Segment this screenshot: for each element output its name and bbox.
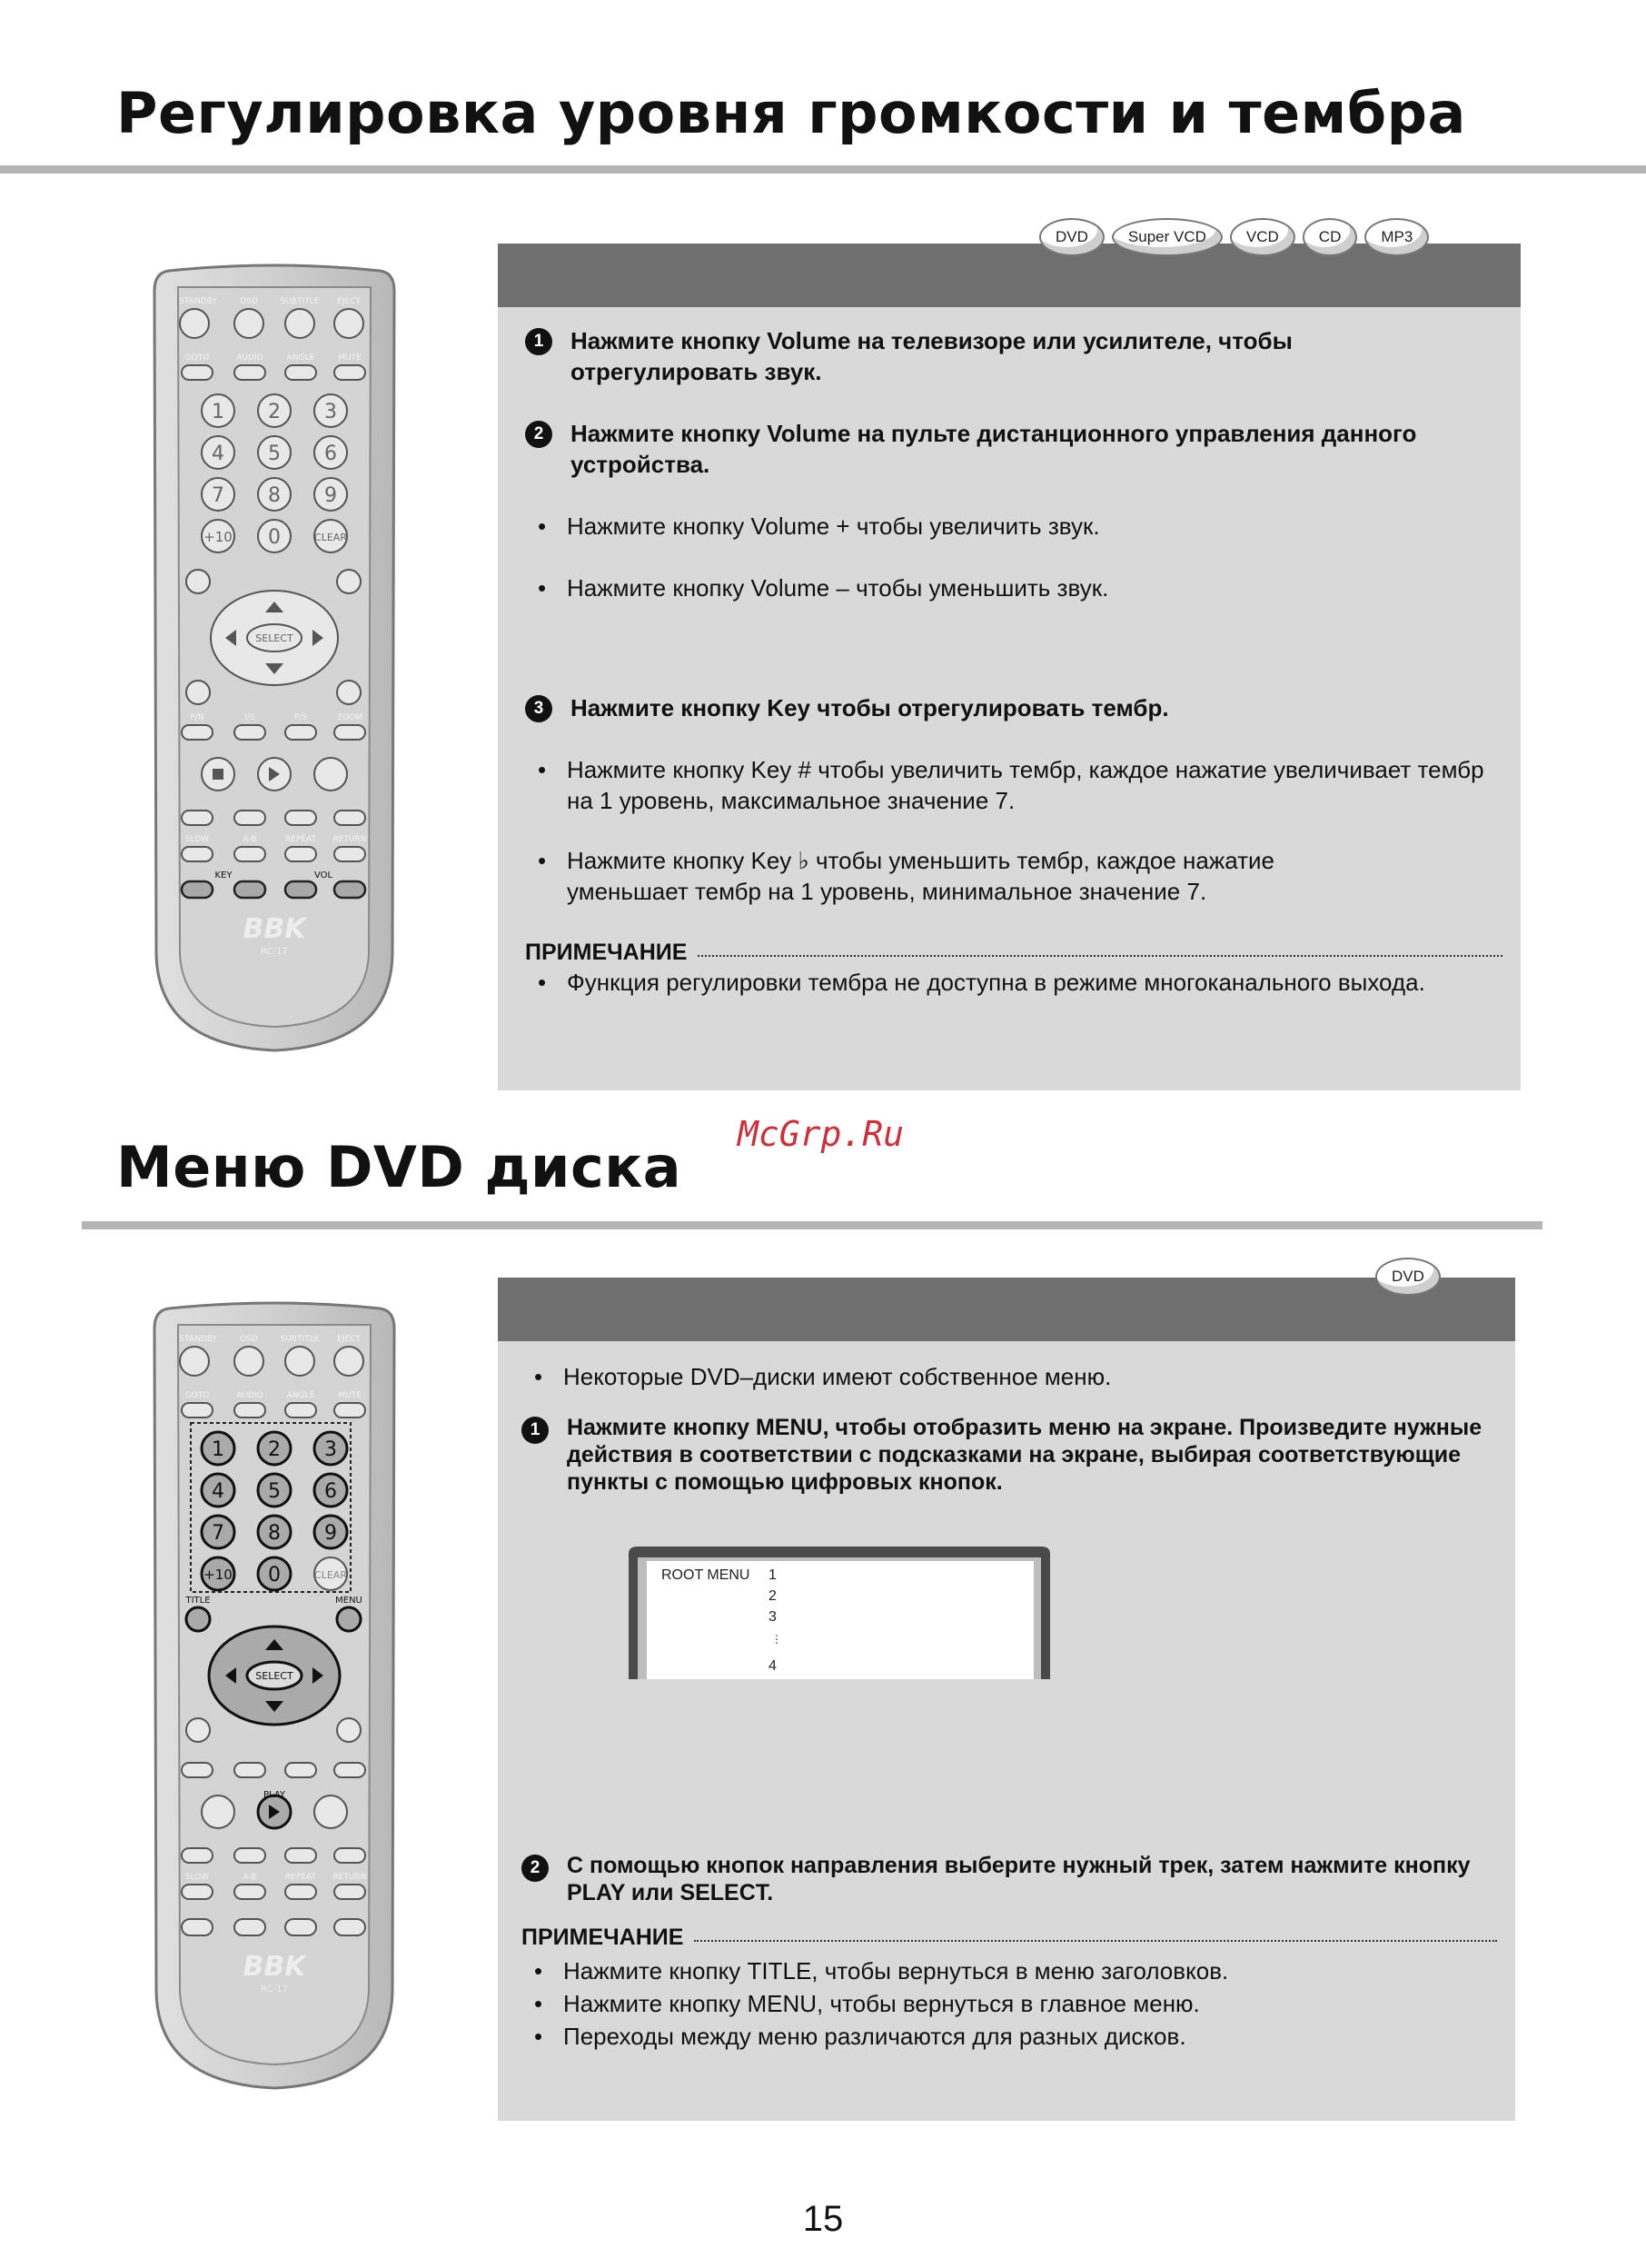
- remote-select-label: SELECT: [255, 1670, 293, 1682]
- watermark: McGrp.Ru: [738, 1114, 905, 1154]
- format-tag-mp3: MP3: [1364, 218, 1429, 256]
- root-menu-label: ROOT MENU: [661, 1567, 750, 1583]
- remote-label: REPEAT: [284, 835, 317, 844]
- remote-digit: 6: [324, 443, 337, 465]
- remote-digit: 5: [268, 443, 281, 465]
- step-1: [521, 1414, 1497, 1496]
- step-text: Нажмите кнопку Key чтобы отрегулировать тембр.: [570, 694, 1169, 721]
- remote-label: GOTO: [184, 353, 210, 363]
- page-number: 15: [802, 2199, 844, 2239]
- bullet-text: Некоторые DVD–диски имеют собственное меню.: [563, 1363, 1112, 1390]
- remote-digit: 1: [212, 401, 224, 423]
- note-label: ПРИМЕЧАНИЕ: [521, 1925, 684, 1950]
- remote-digit: 8: [268, 1522, 281, 1545]
- step-number: 1: [521, 1417, 549, 1444]
- bullet-text: Нажмите кнопку Volume – чтобы уменьшить звук.: [567, 574, 1109, 602]
- remote-label: MUTE: [338, 1391, 362, 1400]
- bullet-text: Нажмите кнопку Volume + чтобы увеличить звук.: [567, 512, 1100, 540]
- step-2: [525, 418, 1502, 480]
- remote-key-label: KEY: [214, 870, 233, 880]
- remote-play-label: PLAY: [263, 1790, 286, 1800]
- step-3: [525, 692, 1502, 723]
- remote-select-label: SELECT: [255, 632, 293, 644]
- note-item: • Нажмите кнопку TITLE, чтобы вернуться в меню заголовков.: [534, 1957, 1229, 1984]
- note-item: • Переходы между меню различаются для разных дисков.: [534, 2023, 1186, 2050]
- remote-digit: 3: [324, 1438, 337, 1461]
- remote-digit: CLEAR: [314, 1569, 347, 1581]
- remote-digit: 3: [324, 401, 337, 423]
- step-number: 1: [525, 328, 552, 355]
- remote-label: SLOW: [184, 1873, 210, 1882]
- note-text: Переходы между меню различаются для разных дисков.: [563, 2023, 1186, 2050]
- format-tag-svcd: Super VCD: [1112, 218, 1223, 256]
- remote-label: SUBTITLE: [280, 1335, 320, 1344]
- title-rule: [0, 165, 1646, 174]
- bullet-text: Нажмите кнопку Key ♭ чтобы уменьшить тембр, каждое нажатие уменьшает тембр на 1 уровень, минимальное значение 7.: [567, 847, 1274, 905]
- format-tag-cd: CD: [1303, 218, 1358, 256]
- remote-label: MUTE: [338, 353, 362, 363]
- remote-menu-label: MENU: [335, 1596, 362, 1606]
- remote-model: RC-17: [261, 947, 288, 957]
- root-menu-item: 2: [768, 1588, 777, 1604]
- remote-vol-label: VOL: [313, 870, 333, 880]
- remote-brand: BBK: [243, 913, 306, 945]
- remote-label: A-B: [243, 835, 257, 844]
- remote-model: RC-17: [261, 1984, 288, 1994]
- remote-label: STANDBY: [179, 1335, 217, 1344]
- note-text: Нажмите кнопку MENU, чтобы вернуться в главное меню.: [563, 1990, 1200, 2017]
- step-1: [525, 325, 1502, 387]
- note-text: Функция регулировки тембра не доступна в режиме многоканального выхода.: [567, 969, 1425, 996]
- bullet-key-down: • Нажмите кнопку Key ♭ чтобы уменьшить тембр, каждое нажатие уменьшает тембр на 1 уровень, минимальное значение 7.: [525, 845, 1502, 907]
- remote-label: ANGLE: [286, 1391, 315, 1400]
- root-menu-item: 4: [768, 1658, 777, 1674]
- remote-label: SUBTITLE: [280, 297, 320, 306]
- panel-content: [521, 1278, 1497, 2121]
- step-number: 2: [525, 421, 552, 448]
- remote-digit: 2: [268, 401, 281, 423]
- bullet-volume-up: • Нажмите кнопку Volume + чтобы увеличить звук.: [538, 512, 1100, 540]
- panel-content: [525, 244, 1502, 1090]
- remote-label: AUDIO: [236, 1391, 263, 1400]
- remote-control-image-highlighted: [151, 1301, 398, 2092]
- remote-digit: 4: [212, 1480, 224, 1503]
- remote-label: AUDIO: [236, 353, 263, 363]
- remote-digit: +10: [203, 1567, 233, 1583]
- format-tag-dvd: DVD: [1039, 218, 1105, 256]
- step-text: Нажмите кнопку Volume на телевизоре или усилителе, чтобы отрегулировать звук.: [570, 327, 1293, 385]
- bullet-dvd-menu: • Некоторые DVD–диски имеют собственное меню.: [534, 1363, 1112, 1390]
- section-title-volume: Регулировка уровня громкости и тембра: [116, 80, 1466, 146]
- remote-label: RETURN: [332, 1873, 367, 1882]
- remote-label: EJECT: [337, 1335, 361, 1344]
- root-menu-item: 3: [768, 1609, 777, 1625]
- note-label: ПРИМЕЧАНИЕ: [525, 940, 688, 965]
- remote-label: ANGLE: [286, 353, 315, 363]
- remote-label: OSD: [240, 297, 258, 306]
- note-item: • Нажмите кнопку MENU, чтобы вернуться в главное меню.: [534, 1990, 1200, 2017]
- remote-digit: 1: [212, 1438, 224, 1461]
- remote-digit: 7: [212, 484, 224, 507]
- remote-label: GOTO: [184, 1391, 210, 1400]
- remote-digit: 5: [268, 1480, 281, 1503]
- remote-label: REPEAT: [284, 1873, 317, 1882]
- remote-brand: BBK: [243, 1951, 306, 1983]
- remote-digit: 4: [212, 443, 224, 465]
- remote-label: RETURN: [332, 835, 367, 844]
- remote-label: STANDBY: [179, 297, 217, 306]
- remote-label: A-B: [243, 1873, 257, 1882]
- note-text: Нажмите кнопку TITLE, чтобы вернуться в меню заголовков.: [563, 1957, 1229, 1984]
- remote-digit: 2: [268, 1438, 281, 1461]
- remote-digit: 7: [212, 1522, 224, 1545]
- remote-title-label: TITLE: [185, 1596, 211, 1606]
- remote-digit: CLEAR: [314, 532, 347, 543]
- remote-label: P/N: [190, 713, 204, 722]
- root-menu-item: 1: [768, 1567, 777, 1583]
- note-heading: [525, 940, 1502, 966]
- remote-label: P/S: [293, 713, 308, 722]
- bullet-key-up: • Нажмите кнопку Key # чтобы увеличить тембр, каждое нажатие увеличивает тембр на 1 уровень, максимальное значение 7.: [525, 754, 1502, 816]
- bullet-volume-down: • Нажмите кнопку Volume – чтобы уменьшить звук.: [538, 574, 1109, 602]
- remote-digit: 0: [268, 1564, 281, 1587]
- title-rule: [82, 1221, 1542, 1229]
- note-item: • Функция регулировки тембра не доступна в режиме многоканального выхода.: [538, 969, 1425, 996]
- remote-digit: 6: [324, 1480, 337, 1503]
- format-tag-dvd: DVD: [1375, 1258, 1441, 1296]
- svg-text:⋮: ⋮: [771, 1633, 782, 1646]
- step-2: [521, 1852, 1497, 1906]
- step-number: 2: [521, 1855, 549, 1882]
- bullet-text: Нажмите кнопку Key # чтобы увеличить тембр, каждое нажатие увеличивает тембр на 1 уровень, максимальное значение 7.: [567, 756, 1484, 814]
- format-tag-vcd: VCD: [1230, 218, 1295, 256]
- remote-digit: 9: [324, 1522, 337, 1545]
- step-text: С помощью кнопок направления выберите нужный трек, затем нажмите кнопку PLAY или SELECT.: [567, 1853, 1471, 1905]
- remote-label: ZOOM: [336, 713, 363, 722]
- note-heading: [521, 1925, 1497, 1951]
- remote-label: OSD: [240, 1335, 258, 1344]
- remote-digit: 0: [268, 526, 281, 549]
- step-text: Нажмите кнопку Volume на пульте дистанционного управления данного устройства.: [570, 420, 1417, 478]
- instructions-panel-volume: [498, 228, 1521, 1090]
- remote-digit: 8: [268, 484, 281, 507]
- remote-label: EJECT: [337, 297, 361, 306]
- step-text: Нажмите кнопку MENU, чтобы отобразить меню на экране. Произведите нужные действия в соответствии с подсказками на экране, выбирая соответствующие пункты с помощью цифровых кнопок.: [567, 1415, 1482, 1495]
- tv-root-menu-screen: [625, 1545, 1054, 1679]
- remote-control-image: [151, 264, 398, 1054]
- remote-label: SLOW: [184, 835, 210, 844]
- instructions-panel-dvd-menu: [498, 1268, 1515, 2121]
- step-number: 3: [525, 695, 552, 722]
- section-title-dvd-menu: Меню DVD диска: [116, 1134, 682, 1200]
- remote-digit: +10: [203, 529, 233, 545]
- remote-digit: 9: [324, 484, 337, 507]
- remote-label: I/S: [244, 713, 255, 722]
